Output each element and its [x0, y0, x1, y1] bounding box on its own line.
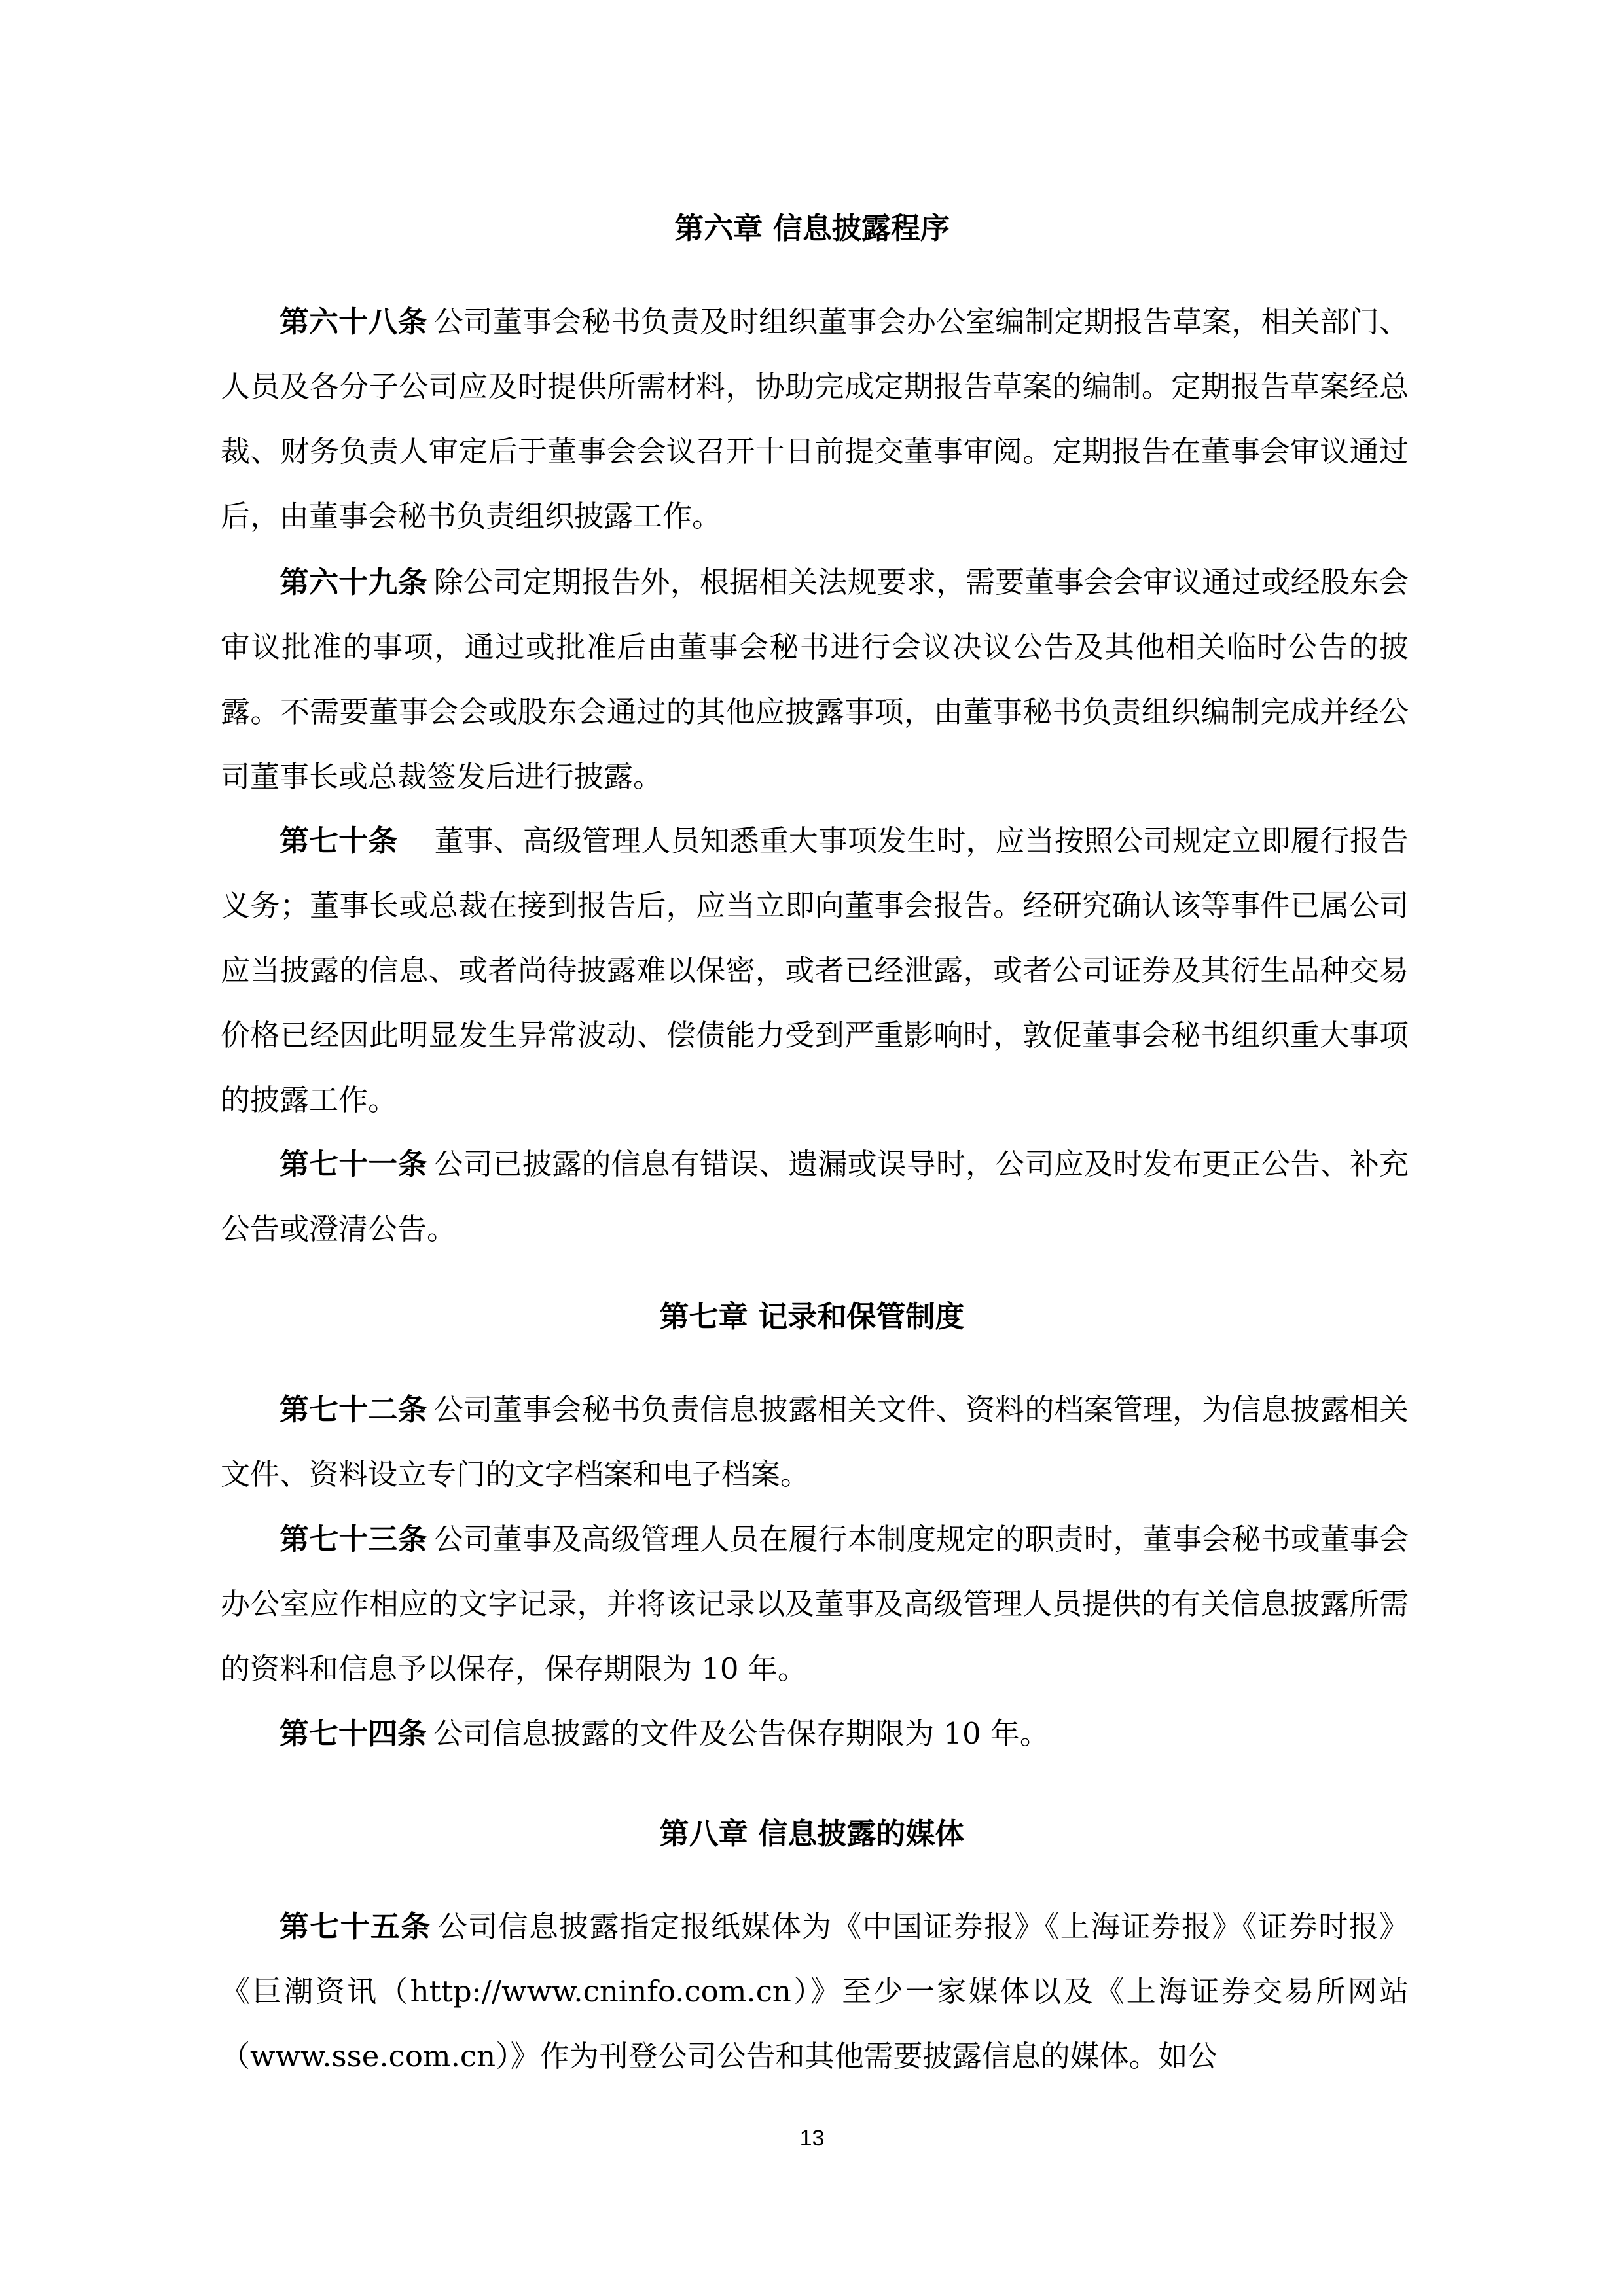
- article-74: [221, 1701, 1409, 1766]
- article-75-number: 第七十五条: [280, 1909, 431, 1944]
- article-73: [221, 1507, 1409, 1701]
- article-75-text: 公司信息披露指定报纸媒体为《中国证券报》《上海证券报》《证券时报》《巨潮资讯（http://www.cninfo.com.cn）》至少一家媒体以及《上海证券交易所网站（www.sse.com.cn）》作为刊登公司公告和其他需要披露信息的媒体。如公: [221, 1909, 1409, 2073]
- article-70-text: 董事、高级管理人员知悉重大事项发生时，应当按照公司规定立即履行报告义务；董事长或总裁在接到报告后，应当立即向董事会报告。经研究确认该等事件已属公司应当披露的信息、或者尚待披露难以保密，或者已经泄露，或者公司证券及其衍生品种交易价格已经因此明显发生异常波动、偿债能力受到严重影响时，敦促董事会秘书组织重大事项的披露工作。: [221, 823, 1409, 1117]
- article-72: [221, 1377, 1409, 1507]
- article-68-text: 公司董事会秘书负责及时组织董事会办公室编制定期报告草案，相关部门、人员及各分子公司应及时提供所需材料，协助完成定期报告草案的编制。定期报告草案经总裁、财务负责人审定后于董事会会议召开十日前提交董事审阅。定期报告在董事会审议通过后，由董事会秘书负责组织披露工作。: [221, 304, 1409, 533]
- article-75: [221, 1894, 1409, 2089]
- article-70: [221, 808, 1409, 1132]
- page-number: 13: [799, 2126, 825, 2151]
- chapter-8-heading: 第八章 信息披露的媒体: [659, 1816, 965, 1851]
- article-68-number: 第六十八条: [280, 304, 427, 339]
- chapter-7-heading: 第七章 记录和保管制度: [659, 1299, 965, 1334]
- article-72-text: 公司董事会秘书负责信息披露相关文件、资料的档案管理，为信息披露相关文件、资料设立专门的文字档案和电子档案。: [221, 1392, 1409, 1492]
- article-71-text: 公司已披露的信息有错误、遗漏或误导时，公司应及时发布更正公告、补充公告或澄清公告。: [221, 1147, 1409, 1246]
- article-73-number: 第七十三条: [280, 1522, 427, 1556]
- article-68: [221, 289, 1409, 548]
- article-74-number: 第七十四条: [280, 1716, 427, 1751]
- article-71-number: 第七十一条: [280, 1147, 427, 1181]
- article-69-number: 第六十九条: [280, 565, 427, 600]
- article-70-number: 第七十条: [280, 823, 398, 858]
- article-69-text: 除公司定期报告外，根据相关法规要求，需要董事会会审议通过或经股东会审议批准的事项，通过或批准后由董事会秘书进行会议决议公告及其他相关临时公告的披露。不需要董事会会或股东会通过的其他应披露事项，由董事秘书负责组织编制完成并经公司董事长或总裁签发后进行披露。: [221, 565, 1409, 794]
- article-72-number: 第七十二条: [280, 1392, 427, 1427]
- chapter-6-heading: 第六章 信息披露程序: [674, 211, 950, 245]
- article-71: [221, 1132, 1409, 1261]
- article-73-text: 公司董事及高级管理人员在履行本制度规定的职责时，董事会秘书或董事会办公室应作相应的文字记录，并将该记录以及董事及高级管理人员提供的有关信息披露所需的资料和信息予以保存，保存期限为 10 年。: [221, 1522, 1409, 1686]
- article-69: [221, 550, 1409, 809]
- article-74-text: 公司信息披露的文件及公告保存期限为 10 年。: [433, 1716, 1049, 1751]
